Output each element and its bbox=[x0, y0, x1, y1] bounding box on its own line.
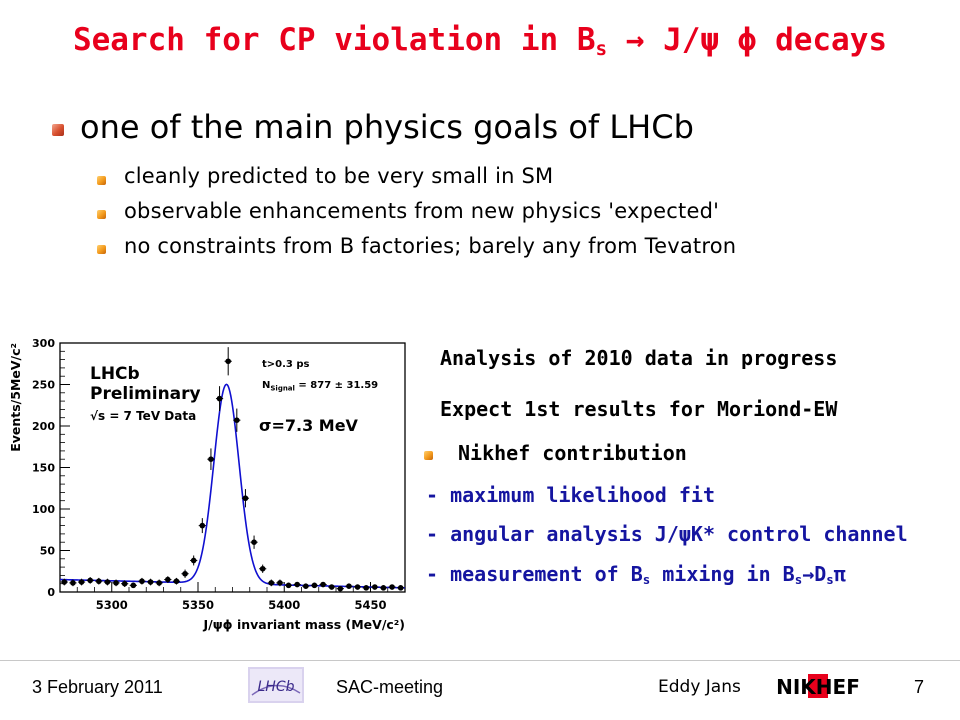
analysis-status-text: Analysis of 2010 data in progress bbox=[440, 346, 838, 370]
sub-bullet-3: no constraints from B factories; barely any from Tevatron bbox=[124, 234, 737, 258]
data-point bbox=[131, 583, 137, 589]
y-tick-label: 100 bbox=[32, 503, 55, 516]
data-point bbox=[113, 580, 119, 586]
data-point bbox=[251, 539, 257, 545]
sub-bullet-marker bbox=[97, 245, 106, 254]
contribution-item-2: - angular analysis J/ψK* control channel bbox=[426, 522, 908, 546]
footer-meeting: SAC-meeting bbox=[336, 677, 444, 697]
x-tick-label: 5350 bbox=[181, 598, 215, 612]
y-tick-label: 200 bbox=[32, 420, 55, 433]
data-point bbox=[70, 580, 76, 586]
sub-bullet-marker bbox=[97, 176, 106, 185]
expected-results-text: Expect 1st results for Moriond-EW bbox=[440, 397, 838, 421]
lhcb-logo-icon bbox=[248, 667, 304, 703]
nikhef-contribution-text: Nikhef contribution bbox=[458, 441, 687, 465]
lhcb-label: LHCb bbox=[90, 364, 140, 384]
data-point bbox=[122, 581, 128, 587]
y-axis-label: Events/5MeV/c² bbox=[8, 343, 23, 452]
data-point bbox=[182, 571, 188, 577]
data-point bbox=[381, 585, 387, 591]
y-tick-label: 250 bbox=[32, 378, 55, 392]
data-point bbox=[346, 583, 352, 589]
data-point bbox=[96, 578, 102, 584]
sub-bullet-2: observable enhancements from new physics 'expected' bbox=[124, 199, 720, 223]
data-point bbox=[148, 579, 154, 585]
nikhef-logo-text: NIKHEF bbox=[776, 675, 860, 699]
y-tick-label: 300 bbox=[32, 337, 55, 350]
data-point bbox=[294, 582, 300, 588]
data-point bbox=[208, 456, 214, 462]
data-point bbox=[260, 566, 266, 572]
data-point bbox=[286, 583, 292, 589]
x-axis-label: J/ψϕ invariant mass (MeV/c²) bbox=[203, 617, 405, 632]
data-point bbox=[225, 358, 231, 364]
data-point bbox=[338, 586, 344, 592]
footer-page-number: 7 bbox=[914, 677, 925, 697]
sub-bullet-marker bbox=[97, 210, 106, 219]
data-point bbox=[139, 578, 145, 584]
data-point bbox=[200, 523, 206, 529]
x-tick-label: 5450 bbox=[354, 598, 387, 612]
footer-date: 3 February 2011 bbox=[32, 677, 163, 697]
data-point bbox=[87, 578, 93, 584]
data-point bbox=[174, 578, 180, 584]
data-point bbox=[217, 396, 223, 402]
data-point bbox=[389, 584, 395, 590]
data-point bbox=[62, 579, 68, 585]
main-bullet-text: one of the main physics goals of LHCb bbox=[80, 108, 694, 146]
mass-plot bbox=[0, 325, 415, 637]
data-point bbox=[79, 579, 85, 585]
nikhef-logo-icon bbox=[766, 672, 870, 700]
data-point bbox=[329, 584, 335, 590]
preliminary-label: Preliminary bbox=[90, 384, 201, 404]
data-point bbox=[243, 495, 249, 501]
sub-bullet-1: cleanly predicted to be very small in SM bbox=[124, 164, 554, 188]
y-tick-label: 0 bbox=[47, 586, 55, 599]
data-point bbox=[398, 585, 404, 591]
data-point bbox=[277, 580, 283, 586]
data-point bbox=[105, 579, 111, 585]
data-point bbox=[165, 577, 171, 583]
data-point bbox=[363, 585, 369, 591]
data-point bbox=[156, 580, 162, 586]
y-tick-label: 150 bbox=[32, 461, 55, 475]
data-point bbox=[320, 582, 326, 588]
sub-bullet-marker bbox=[424, 451, 433, 460]
data-point bbox=[372, 584, 378, 590]
data-point bbox=[191, 558, 197, 564]
slide-title: Search for CP violation in $B_s \to J/\psi$ ϕ decays bbox=[72, 22, 888, 60]
data-point bbox=[355, 584, 361, 590]
contribution-item-1: - maximum likelihood fit bbox=[426, 483, 715, 507]
footer-divider bbox=[0, 660, 960, 661]
bullet-marker bbox=[52, 124, 64, 136]
data-point bbox=[312, 583, 318, 589]
x-tick-label: 5300 bbox=[95, 598, 128, 612]
data-point bbox=[234, 417, 240, 423]
lhcb-logo-text: LHCb bbox=[257, 679, 295, 695]
data-point bbox=[303, 583, 309, 589]
sigma-annotation: σ=7.3 MeV bbox=[259, 416, 358, 435]
time-cut-label: t>0.3 ps bbox=[262, 359, 310, 370]
nsignal-label: $N_{Signal} = 877 \pm 31.59$ bbox=[262, 380, 379, 393]
contribution-item-3: - measurement of $B_s$ mixing in $B_s\to D_s\pi$ bbox=[426, 562, 846, 588]
data-point bbox=[269, 580, 275, 586]
energy-label: √s = 7 TeV Data bbox=[90, 409, 197, 423]
footer-author: Eddy Jans bbox=[658, 677, 741, 697]
x-tick-label: 5400 bbox=[268, 598, 301, 612]
y-tick-label: 50 bbox=[39, 544, 55, 558]
